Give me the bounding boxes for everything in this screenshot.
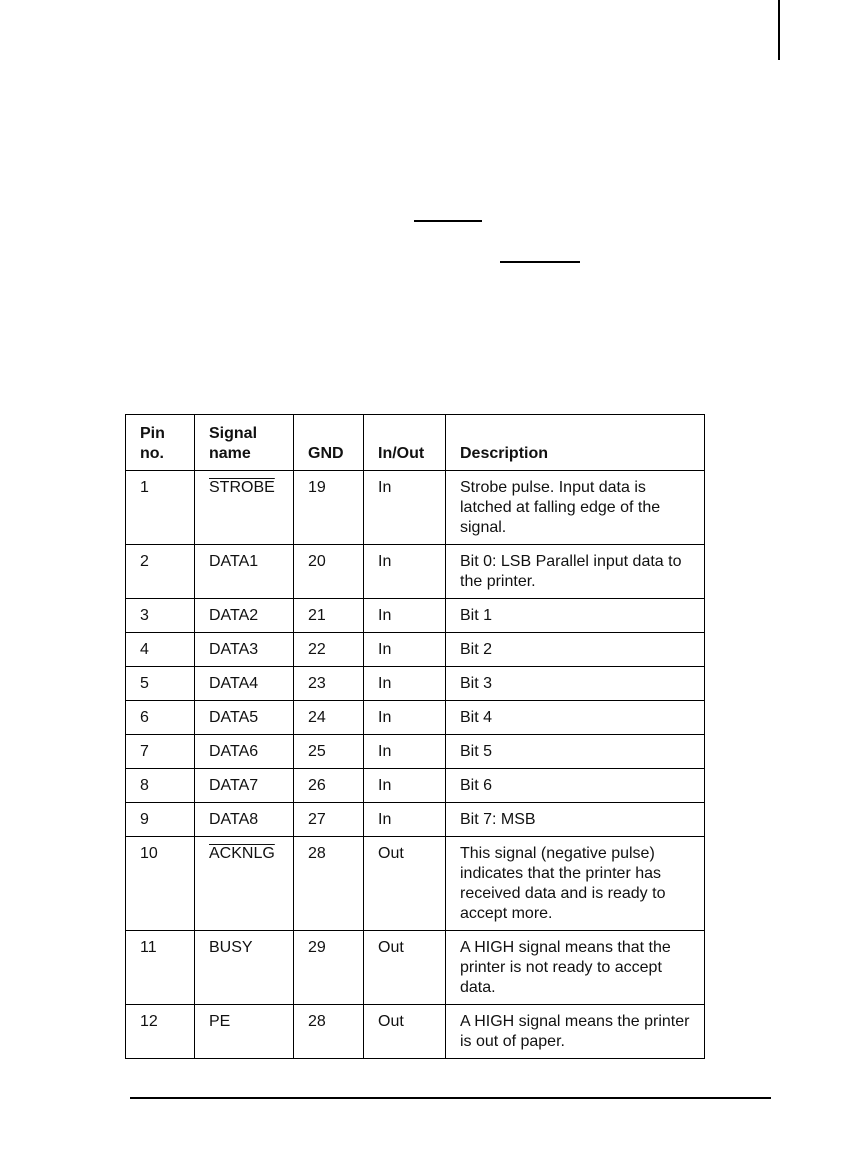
gnd-cell: 28 bbox=[294, 837, 364, 931]
pin-assignment-table bbox=[125, 414, 705, 1059]
pin-cell: 3 bbox=[126, 599, 195, 633]
in-out-cell: Out bbox=[364, 931, 446, 1005]
in-out-cell: In bbox=[364, 599, 446, 633]
pin-cell: 8 bbox=[126, 769, 195, 803]
pin-cell: 12 bbox=[126, 1005, 195, 1059]
signal-cell: DATA6 bbox=[195, 735, 294, 769]
description-cell: A HIGH signal means the printer is out of paper. bbox=[446, 1005, 705, 1059]
in-out-cell: In bbox=[364, 667, 446, 701]
gnd-cell: 24 bbox=[294, 701, 364, 735]
signal-cell: DATA2 bbox=[195, 599, 294, 633]
pin-cell: 6 bbox=[126, 701, 195, 735]
overbar-mark bbox=[414, 220, 482, 222]
signal-cell bbox=[195, 471, 294, 545]
in-out-cell: Out bbox=[364, 837, 446, 931]
gnd-cell: 28 bbox=[294, 1005, 364, 1059]
table-row bbox=[126, 837, 705, 931]
table-row bbox=[126, 667, 705, 701]
header-in-out: In/Out bbox=[364, 415, 446, 471]
signal-cell: DATA5 bbox=[195, 701, 294, 735]
overbar-mark bbox=[500, 261, 580, 263]
description-cell: Strobe pulse. Input data is latched at falling edge of the signal. bbox=[446, 471, 705, 545]
signal-cell: DATA1 bbox=[195, 545, 294, 599]
signal-cell: DATA4 bbox=[195, 667, 294, 701]
description-cell: Bit 3 bbox=[446, 667, 705, 701]
signal-cell bbox=[195, 837, 294, 931]
table-row bbox=[126, 701, 705, 735]
pin-cell: 4 bbox=[126, 633, 195, 667]
gnd-cell: 27 bbox=[294, 803, 364, 837]
table-row bbox=[126, 599, 705, 633]
header-signal-name: Signal name bbox=[195, 415, 294, 471]
table-row bbox=[126, 769, 705, 803]
description-cell: A HIGH signal means that the printer is not ready to accept data. bbox=[446, 931, 705, 1005]
table-row bbox=[126, 1005, 705, 1059]
description-cell: Bit 7: MSB bbox=[446, 803, 705, 837]
gnd-cell: 29 bbox=[294, 931, 364, 1005]
table-row bbox=[126, 735, 705, 769]
footer-rule bbox=[130, 1097, 771, 1099]
gnd-cell: 26 bbox=[294, 769, 364, 803]
description-cell: Bit 6 bbox=[446, 769, 705, 803]
gnd-cell: 19 bbox=[294, 471, 364, 545]
pin-cell: 10 bbox=[126, 837, 195, 931]
signal-cell: DATA7 bbox=[195, 769, 294, 803]
description-cell: Bit 1 bbox=[446, 599, 705, 633]
in-out-cell: In bbox=[364, 545, 446, 599]
pin-cell: 9 bbox=[126, 803, 195, 837]
pin-cell: 7 bbox=[126, 735, 195, 769]
signal-cell: DATA8 bbox=[195, 803, 294, 837]
corner-rule bbox=[778, 0, 780, 60]
in-out-cell: In bbox=[364, 471, 446, 545]
in-out-cell: In bbox=[364, 769, 446, 803]
table-row bbox=[126, 471, 705, 545]
table-row bbox=[126, 803, 705, 837]
in-out-cell: Out bbox=[364, 1005, 446, 1059]
signal-cell: PE bbox=[195, 1005, 294, 1059]
gnd-cell: 25 bbox=[294, 735, 364, 769]
in-out-cell: In bbox=[364, 803, 446, 837]
active-low-signal: ACKNLG bbox=[209, 845, 275, 862]
gnd-cell: 23 bbox=[294, 667, 364, 701]
table-header-row bbox=[126, 415, 705, 471]
description-cell: Bit 4 bbox=[446, 701, 705, 735]
description-cell: This signal (negative pulse) indicates that the printer has received data and is ready to accept more. bbox=[446, 837, 705, 931]
gnd-cell: 22 bbox=[294, 633, 364, 667]
signal-cell: DATA3 bbox=[195, 633, 294, 667]
active-low-signal: STROBE bbox=[209, 479, 275, 496]
table-row bbox=[126, 545, 705, 599]
header-description: Description bbox=[446, 415, 705, 471]
pin-cell: 5 bbox=[126, 667, 195, 701]
pin-cell: 11 bbox=[126, 931, 195, 1005]
table-row bbox=[126, 931, 705, 1005]
pin-cell: 1 bbox=[126, 471, 195, 545]
in-out-cell: In bbox=[364, 701, 446, 735]
description-cell: Bit 5 bbox=[446, 735, 705, 769]
in-out-cell: In bbox=[364, 633, 446, 667]
gnd-cell: 20 bbox=[294, 545, 364, 599]
header-pin: Pin no. bbox=[126, 415, 195, 471]
description-cell: Bit 0: LSB Parallel input data to the printer. bbox=[446, 545, 705, 599]
table-row bbox=[126, 633, 705, 667]
signal-cell: BUSY bbox=[195, 931, 294, 1005]
in-out-cell: In bbox=[364, 735, 446, 769]
gnd-cell: 21 bbox=[294, 599, 364, 633]
description-cell: Bit 2 bbox=[446, 633, 705, 667]
header-gnd: GND bbox=[294, 415, 364, 471]
pin-cell: 2 bbox=[126, 545, 195, 599]
